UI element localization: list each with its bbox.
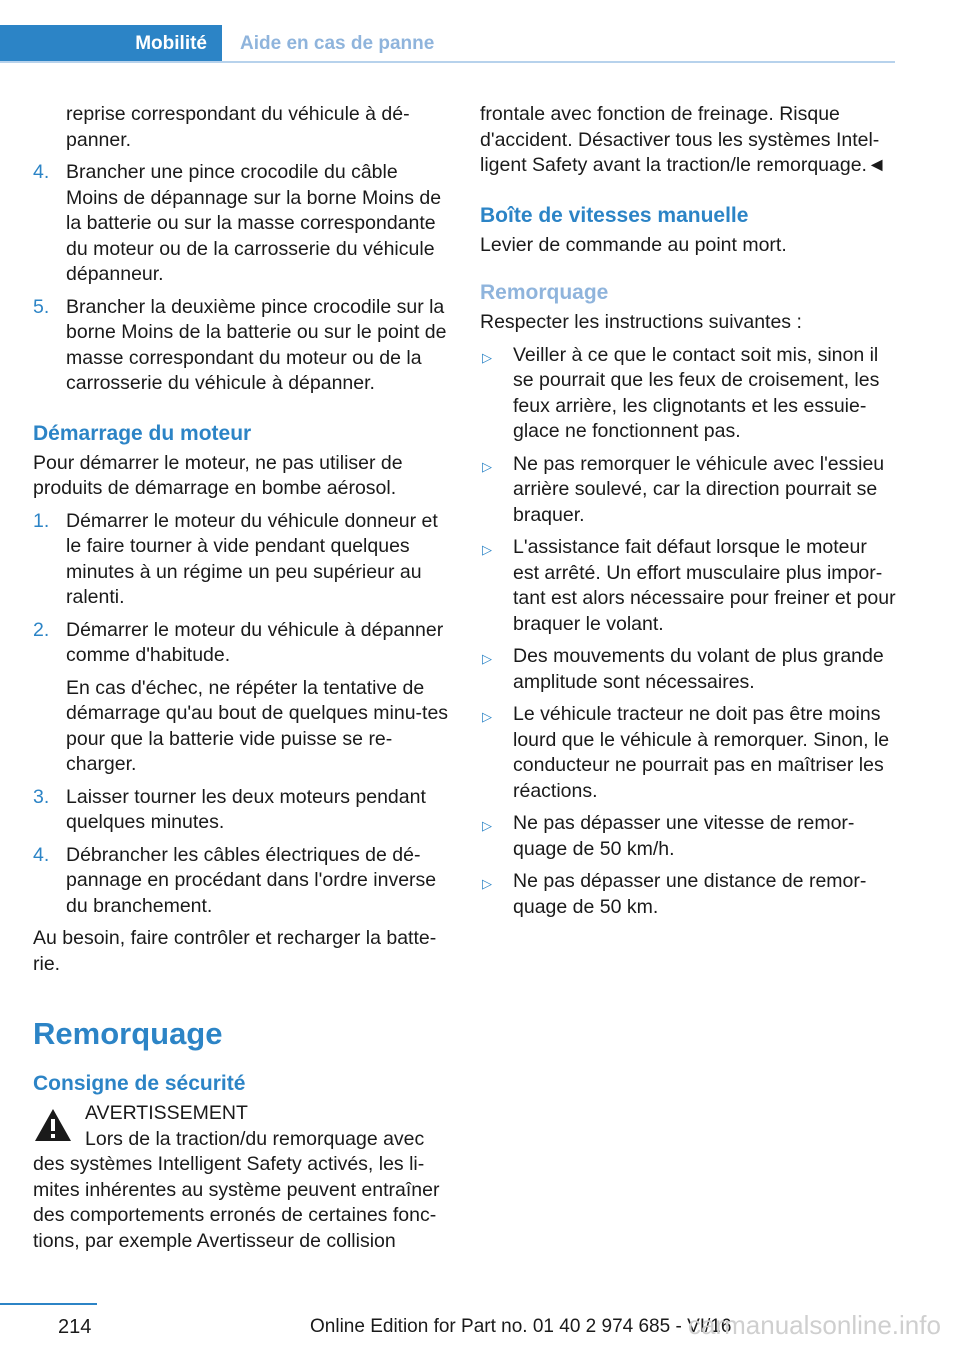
watermark: carmanualsonline.info [688,1310,941,1340]
list-item [480,702,898,804]
tab-mobilite-label: Mobilité [135,32,207,54]
bullet-triangle-icon: ▷ [482,709,492,724]
left-column [33,102,453,1254]
bullet-triangle-icon: ▷ [482,651,492,666]
bullet-triangle-icon: ▷ [482,818,492,833]
bullet-text: Des mouvements du volant de plus grande amplitude sont nécessaires. [513,645,884,693]
list-item [33,843,453,920]
heading-remorquage-sub: Remorquage [480,281,609,304]
step-number: 3. [33,785,50,808]
bullet-text: Ne pas remorquer le véhicule avec l'essieu arrière soulevé, car la direction pourrait se braquer. [513,452,885,526]
tab-mobilite[interactable] [0,25,222,62]
list-item [480,535,898,637]
bullet-list [480,343,898,921]
list-item [480,452,898,529]
list-item [33,160,453,288]
step-text: Démarrer le moteur du véhicule donneur et le faire tourner à vide pendant quelques minutes à un régime un peu supérieur au ralenti. [66,509,438,608]
step-number: 5. [33,295,50,318]
bullet-triangle-icon: ▷ [482,542,492,557]
warning-line: Lors de la traction/du remorquage avec [85,1127,425,1150]
paragraph-besoin: Au besoin, faire contrôler et recharger la batte‐rie. [33,927,437,975]
tab-aide-panne[interactable] [240,25,434,62]
step-number: 4. [33,161,50,183]
warning-icon [33,1101,77,1152]
tab-aide-panne-label: Aide en cas de panne [240,32,435,54]
bullet-triangle-icon: ▷ [482,876,492,891]
step-number: 4. [33,843,50,866]
step-number: 1. [33,509,50,532]
heading-remorquage: Remorquage [33,1016,223,1051]
list-item [33,295,453,397]
step-text: Débrancher les câbles électriques de dé‐pannage en procédant dans l'ordre inverse du branchement. [66,843,437,917]
step-text: Brancher une pince crocodile du câble Moins de dépannage sur la borne Moins de la batterie ou sur la masse correspondante du moteur ou de la carrosserie du véhicule dépanneur. [66,161,442,285]
list-item [33,618,453,669]
header-divider [0,61,895,63]
step-continuation: En cas d'échec, ne répéter la tentative de démarrage qu'au bout de quelques minu‐tes pour que la batterie vide puisse se re‐charger. [66,676,449,775]
heading-boite: Boîte de vitesses manuelle [480,203,749,227]
page-number: 214 [58,1316,92,1338]
edition-footer: Online Edition for Part no. 01 40 2 974 685 - VI/16 [310,1316,732,1337]
bullet-triangle-icon: ▷ [482,349,492,365]
step-number: 2. [33,618,50,641]
step-text: Laisser tourner les deux moteurs pendant quelques minutes. [66,785,426,833]
warning-text: des systèmes Intelligent Safety activés, les li‐mites inhérentes au système peuvent entraîner des comportements erronés de certaines fonc‐tions, par exemple Avertisseur de collision [33,1153,440,1252]
page-number-rule [0,1303,97,1305]
bullet-text: Ne pas dépasser une distance de remor‐quage de 50 km. [513,870,867,918]
bullet-text: L'assistance fait défaut lorsque le moteur est arrêté. Un effort musculaire plus impor‐tant est alors nécessaire pour freiner et pour braquer le volant. [513,536,896,635]
right-column [480,102,898,927]
continuation-text: frontale avec fonction de freinage. Risque d'accident. Désactiver tous les systèmes Intel‐ligent Safety avant la traction/le remorquage.◄ [480,103,887,176]
heading-demarrage: Démarrage du moteur [33,421,252,445]
paragraph-boite: Levier de commande au point mort. [480,233,787,256]
bullet-text: Le véhicule tracteur ne doit pas être moins lourd que le véhicule à remorquer. Sinon, le conducteur ne pourrait pas en maîtriser les réactions. [513,703,890,802]
paragraph-respecter: Respecter les instructions suivantes : [480,311,802,333]
list-item [480,644,898,695]
list-item [480,869,898,920]
warning-title: AVERTISSEMENT [85,1102,248,1124]
continuation-text: reprise correspondant du véhicule à dé‐panner. [66,103,410,151]
list-item [33,785,453,836]
list-item [480,811,898,862]
header-bar [0,0,960,64]
bullet-triangle-icon: ▷ [482,458,492,474]
step-text: Brancher la deuxième pince crocodile sur la borne Moins de la batterie ou sur le point de masse correspondant du moteur ou de la carrosserie du véhicule à dépanner. [66,295,447,394]
list-item [480,343,898,445]
bullet-text: Ne pas dépasser une vitesse de remor‐quage de 50 km/h. [513,812,855,860]
bullet-text: Veiller à ce que le contact soit mis, sinon il se pourrait que les feux de croisement, les feux arrière, les clignotants et les essuie-glace ne fonctionnent pas. [513,343,880,442]
warning-block [33,1101,453,1152]
list-item [33,509,453,611]
step-text: Démarrer le moteur du véhicule à dépanner comme d'habitude. [66,618,444,666]
heading-consigne: Consigne de sécurité [33,1072,246,1095]
paragraph-demarrage: Pour démarrer le moteur, ne pas utiliser de produits de démarrage en bombe aérosol. [33,451,403,499]
